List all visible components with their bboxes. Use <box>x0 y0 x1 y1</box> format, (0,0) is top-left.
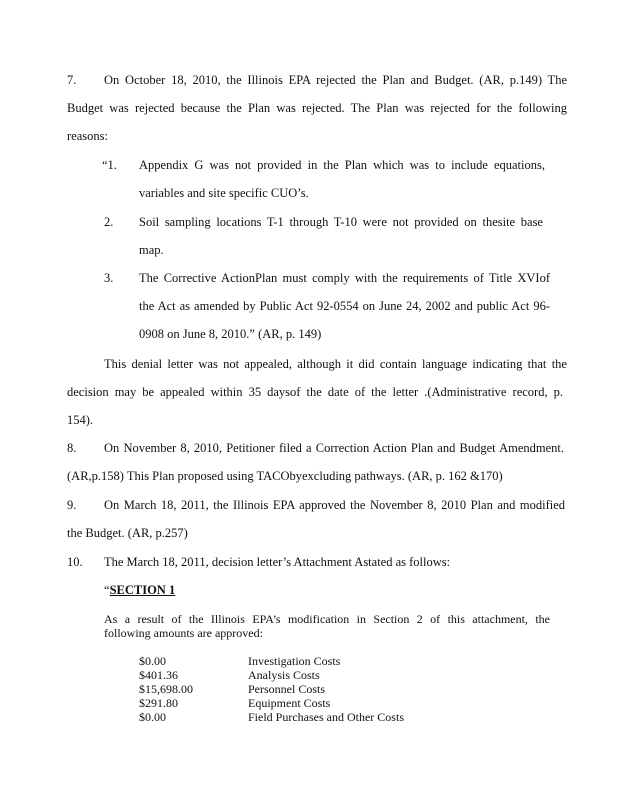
para-8-line-1: On November 8, 2010, Petitioner filed a Correction Action Plan and Budget Amendment. <box>104 441 564 455</box>
quote-line-2: following amounts are approved: <box>104 626 263 640</box>
para-10-line-1: The March 18, 2011, decision letter’s Attachment Astated as follows: <box>104 555 451 569</box>
list-item-2-line-2: map. <box>139 243 164 257</box>
cost-amount: $291.80 <box>139 696 178 710</box>
para-8-line-2: (AR,p.158) This Plan proposed using TACObyexcluding pathways. (AR, p. 162 &170) <box>67 469 503 483</box>
para-7-number: 7. <box>67 73 77 87</box>
list-item-2-number: 2. <box>104 215 114 229</box>
cost-amount: $15,698.00 <box>139 682 193 696</box>
list-item-2-line-1: Soil sampling locations T-1 through T-10 were not provided on thesite base <box>139 215 543 229</box>
list-item-1-number: “1. <box>102 158 117 172</box>
list-item-3-line-2: the Act as amended by Public Act 92-0554 on June 24, 2002 and public Act 96- <box>139 299 550 313</box>
para-9-line-1: On March 18, 2011, the Illinois EPA approved the November 8, 2010 Plan and modified <box>104 498 565 512</box>
denial-line-3: 154). <box>67 413 94 427</box>
para-7-line-1: On October 18, 2010, the Illinois EPA rejected the Plan and Budget. (AR, p.149) The <box>104 73 567 87</box>
para-9-number: 9. <box>67 498 77 512</box>
para-8-number: 8. <box>67 441 77 455</box>
para-10-number: 10. <box>67 555 83 569</box>
cost-amount: $0.00 <box>139 654 166 668</box>
list-item-1-line-2: variables and site specific CUO’s. <box>139 186 309 200</box>
cost-label: Investigation Costs <box>248 654 341 668</box>
list-item-1-line-1: Appendix G was not provided in the Plan which was to include equations, <box>139 158 545 172</box>
list-item-3-line-1: The Corrective ActionPlan must comply with the requirements of Title XVIof <box>139 271 550 285</box>
cost-label: Personnel Costs <box>248 682 326 696</box>
section-heading-block <box>104 583 175 597</box>
para-9-line-2: the Budget. (AR, p.257) <box>67 526 188 540</box>
section-heading: SECTION 1 <box>109 583 176 597</box>
para-7-line-2: Budget was rejected because the Plan was rejected. The Plan was rejected for the following <box>67 101 567 115</box>
denial-line-1: This denial letter was not appealed, although it did contain language indicating that the <box>104 357 567 371</box>
para-7-line-3: reasons: <box>67 129 108 143</box>
list-item-3-number: 3. <box>104 271 114 285</box>
denial-line-2: decision may be appealed within 35 daysof the date of the letter .(Administrative record, p. <box>67 385 563 399</box>
cost-label: Analysis Costs <box>248 668 320 682</box>
list-item-3-line-3: 0908 on June 8, 2010.” (AR, p. 149) <box>139 327 322 341</box>
cost-label: Equipment Costs <box>248 696 331 710</box>
cost-amount: $0.00 <box>139 710 166 724</box>
cost-amount: $401.36 <box>139 668 178 682</box>
quote-open-mark: “ <box>104 583 110 597</box>
quote-line-1: As a result of the Illinois EPA’s modification in Section 2 of this attachment, the <box>104 612 550 626</box>
cost-label: Field Purchases and Other Costs <box>248 710 404 724</box>
